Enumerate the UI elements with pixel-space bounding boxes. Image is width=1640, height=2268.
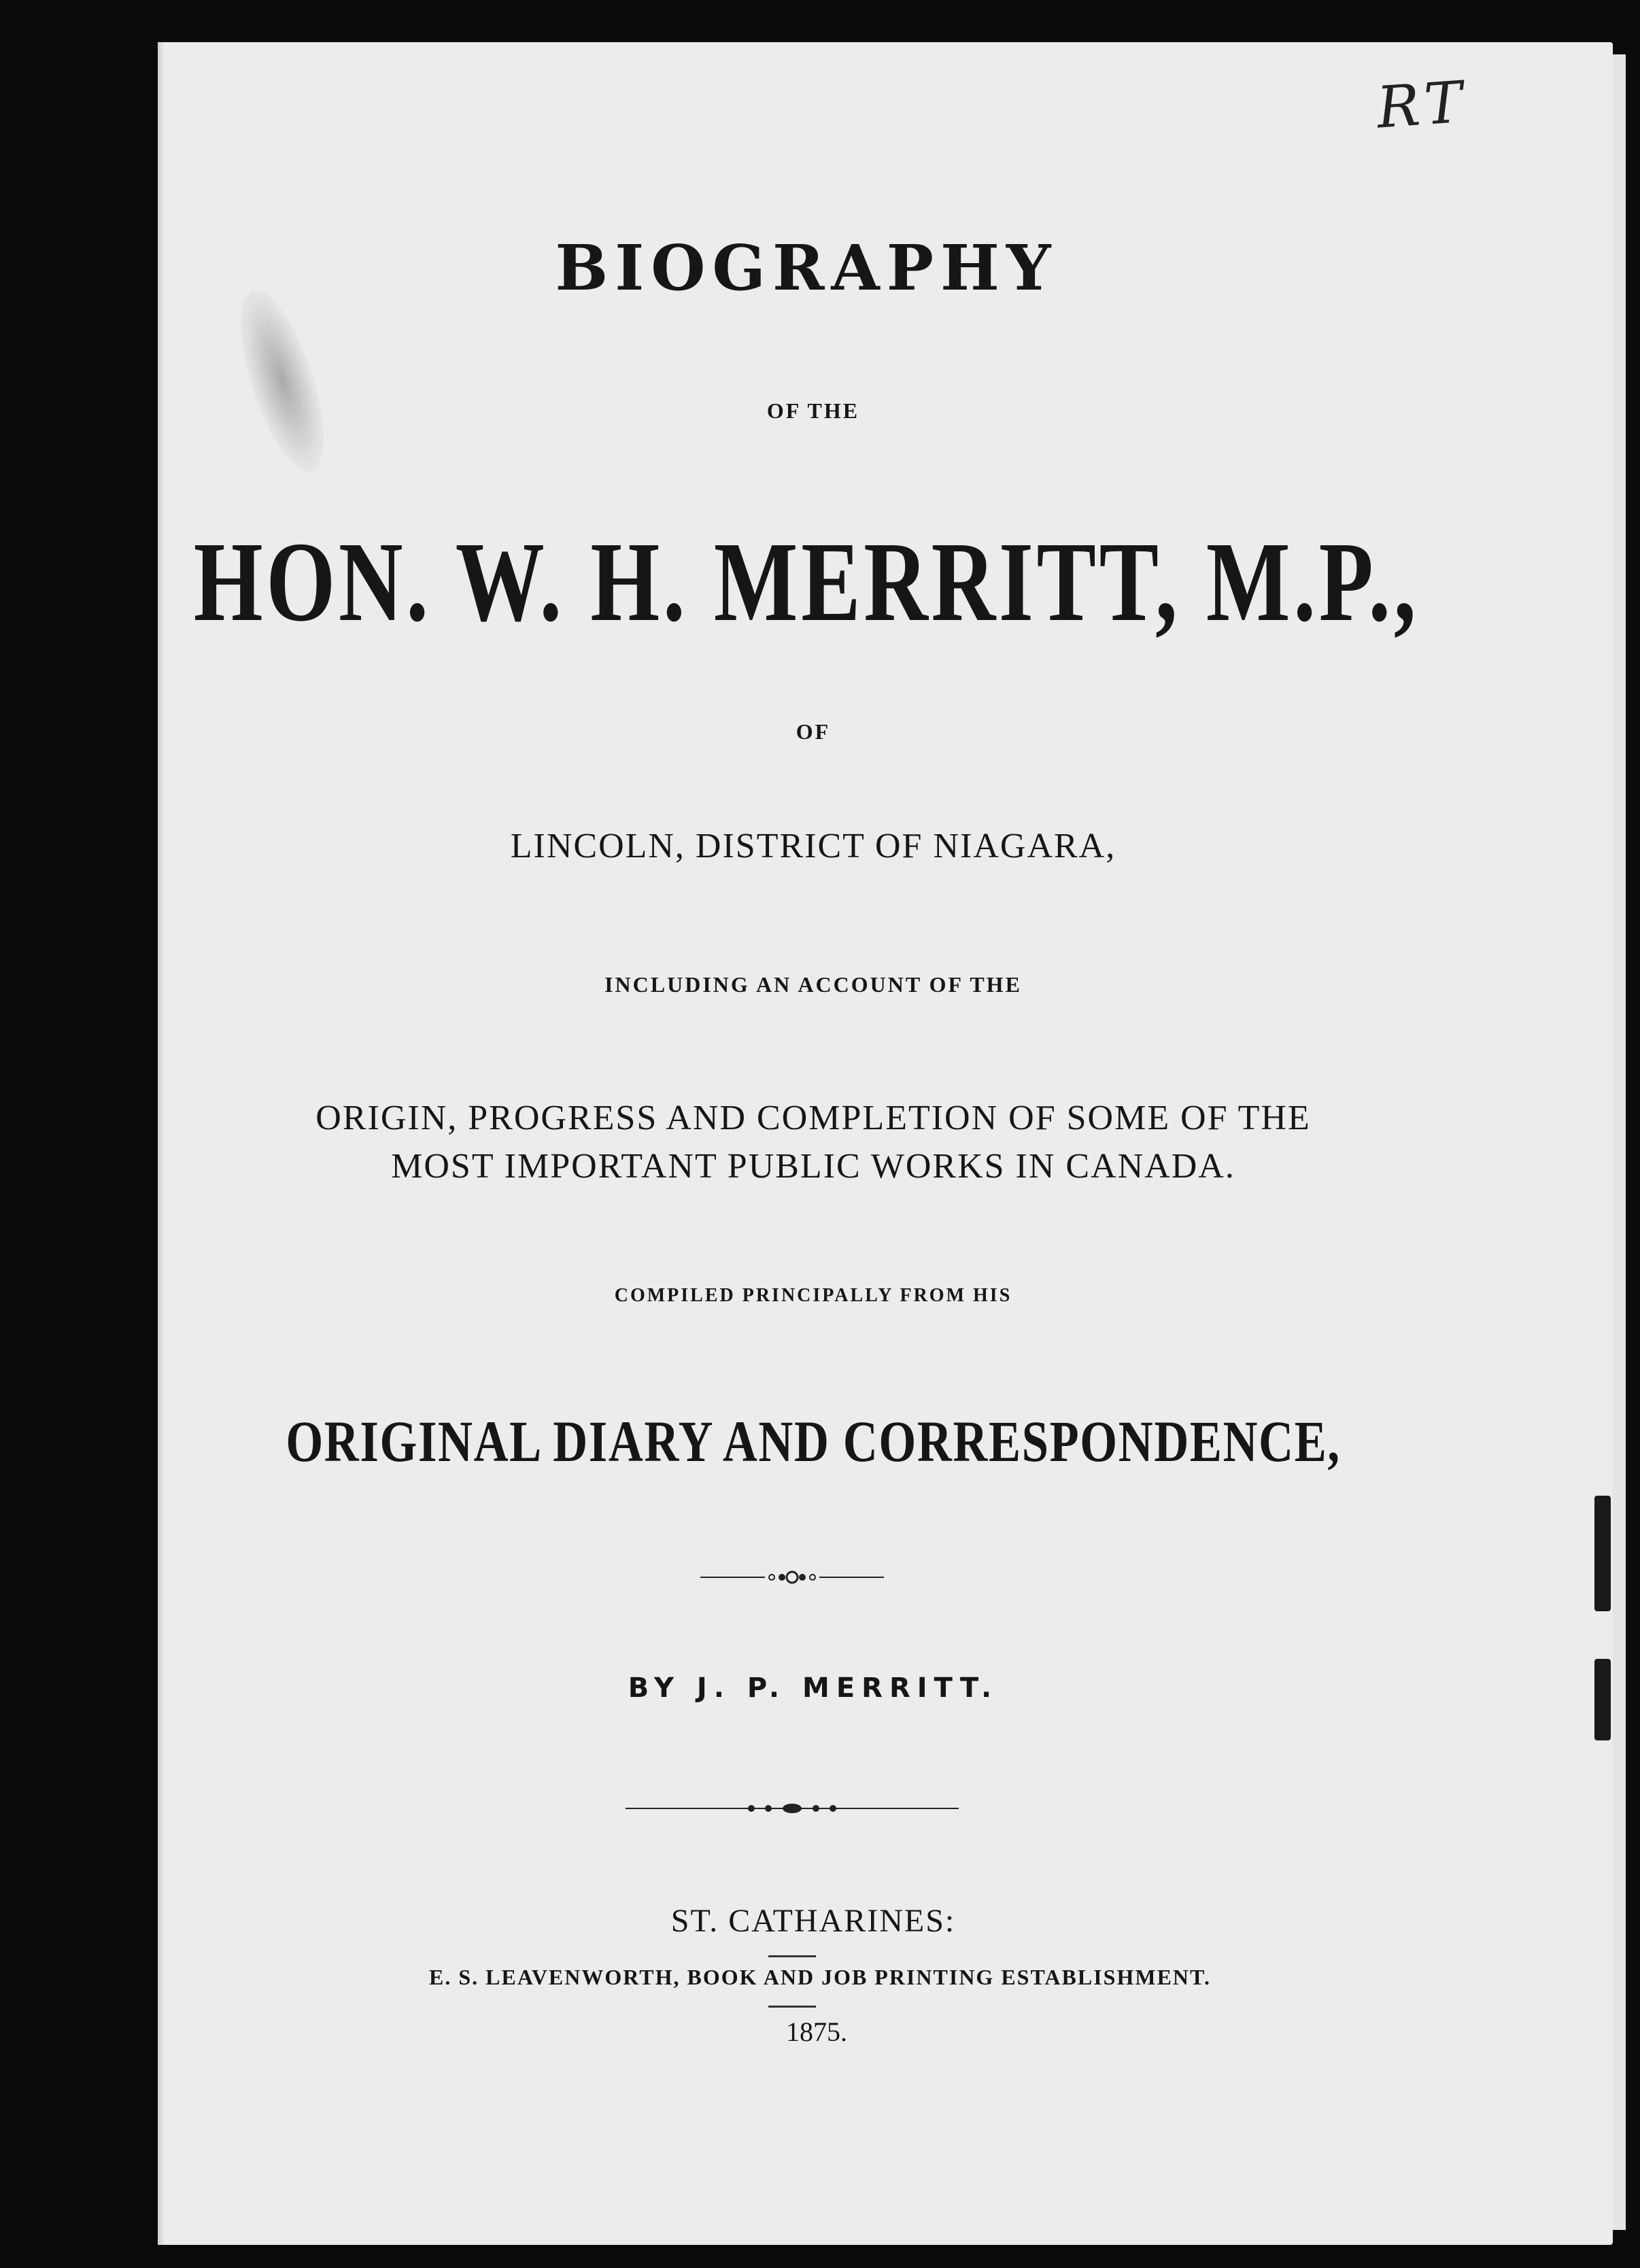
of-the-text: OF THE	[766, 398, 860, 423]
subject-place: LINCOLN, DISTRICT OF NIAGARA,	[510, 827, 1116, 865]
including-text: INCLUDING AN ACCOUNT OF THE	[604, 972, 1022, 997]
of-text: OF	[796, 719, 831, 744]
printer-line: E. S. LEAVENWORTH, BOOK AND JOB PRINTING ESTABLISHMENT.	[429, 1965, 1211, 1989]
author-line: BY J. P. MERRITT.	[628, 1672, 999, 1704]
short-rule	[768, 2006, 816, 2008]
ornament-rule	[626, 1795, 959, 1822]
short-rule	[768, 1955, 816, 1957]
sources-text: ORIGINAL DIARY AND CORRESPONDENCE,	[286, 1409, 1341, 1474]
publication-year: 1875.	[786, 2016, 847, 2047]
edge-mark	[1594, 1496, 1611, 1611]
book-title: BIOGRAPHY	[555, 231, 1058, 305]
handwritten-annotation: RT	[1374, 68, 1471, 141]
topic-line-2: MOST IMPORTANT PUBLIC WORKS IN CANADA.	[391, 1147, 1235, 1186]
ornament-divider	[700, 1564, 884, 1591]
topic-line-1: ORIGIN, PROGRESS AND COMPLETION OF SOME OF THE	[315, 1099, 1311, 1137]
subject-name: HON. W. H. MERRITT, M.P.,	[193, 519, 1420, 645]
publication-city: ST. CATHARINES:	[670, 1903, 956, 1939]
compiled-text: COMPILED PRINCIPALLY FROM HIS	[614, 1285, 1012, 1306]
